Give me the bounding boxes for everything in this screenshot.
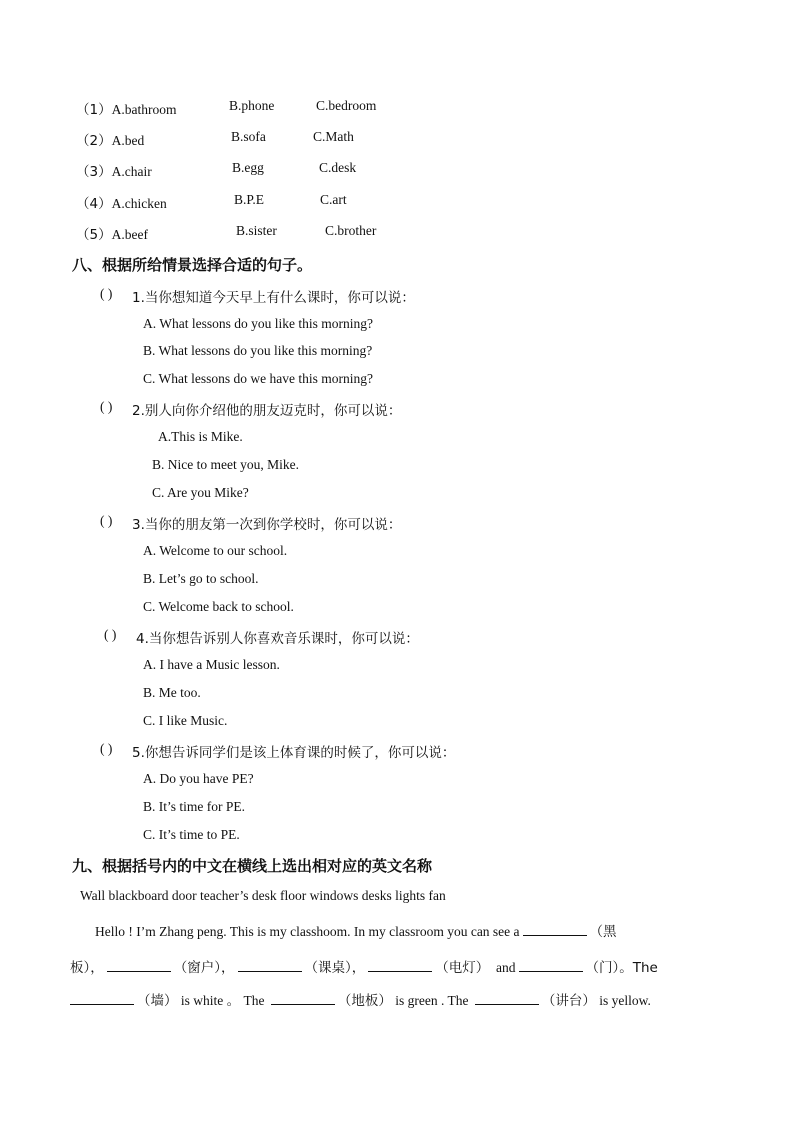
vocab-option-b: B.egg [232, 160, 264, 175]
vocab-option-b: B.sister [236, 223, 277, 238]
option-b: B. Let’s go to school. [143, 571, 259, 586]
option-c: C. Are you Mike? [152, 485, 249, 500]
question-text: 3.当你的朋友第一次到你学校时，你可以说： [132, 517, 402, 533]
vocab-row: （4）A.chicken [76, 196, 167, 212]
vocab-row: （1）A.bathroom [76, 102, 177, 118]
vocab-option-c: C.art [320, 192, 347, 207]
option-c: C. Welcome back to school. [143, 599, 294, 614]
paragraph-line-2: 板）， （窗户）， （课桌）， （电灯） and （门）。The [70, 960, 658, 976]
answer-blank[interactable]: ( ) [100, 513, 113, 528]
vocab-option-b: B.P.E [234, 192, 265, 207]
fill-blank[interactable] [519, 959, 583, 972]
answer-blank[interactable]: ( ) [100, 399, 113, 414]
vocab-option-b: B.phone [229, 98, 275, 113]
option-c: C. What lessons do we have this morning? [143, 371, 373, 386]
option-a: A.This is Mike. [158, 429, 243, 444]
fill-blank[interactable] [475, 992, 539, 1005]
fill-blank[interactable] [271, 992, 335, 1005]
vocab-option-c: C.desk [319, 160, 357, 175]
vocab-row: （3）A.chair [76, 164, 152, 180]
option-b: B. Me too. [143, 685, 201, 700]
question-text: 5.你想告诉同学们是该上体育课的时候了，你可以说： [132, 745, 456, 761]
fill-blank[interactable] [368, 959, 432, 972]
question-text: 2.别人向你介绍他的朋友迈克时，你可以说： [132, 403, 402, 419]
vocab-option-c: C.bedroom [316, 98, 377, 113]
question-text: 1.当你想知道今天早上有什么课时，你可以说： [132, 290, 415, 306]
fill-blank[interactable] [238, 959, 302, 972]
fill-blank[interactable] [523, 923, 587, 936]
option-a: A. What lessons do you like this morning? [143, 316, 373, 331]
option-b: B. Nice to meet you, Mike. [152, 457, 299, 472]
option-b: B. What lessons do you like this morning? [143, 343, 373, 358]
answer-blank[interactable]: ( ) [100, 741, 113, 756]
section-8-title: 八、根据所给情景选择合适的句子。 [72, 256, 313, 274]
vocab-option-b: B.sofa [231, 129, 266, 144]
answer-blank[interactable]: ( ) [104, 627, 117, 642]
fill-blank[interactable] [70, 992, 134, 1005]
option-b: B. It’s time for PE. [143, 799, 245, 814]
paragraph-line-1: Hello ! I’m Zhang peng. This is my classhoom. In my classroom you can see a （黑 [95, 924, 617, 940]
paragraph-line-3: （墙） is white 。 The （地板） is green . The （讲台） is yellow. [70, 989, 651, 1009]
answer-blank[interactable]: ( ) [100, 286, 113, 301]
section-9-title: 九、根据括号内的中文在横线上选出相对应的英文名称 [72, 857, 433, 875]
option-a: A. Do you have PE? [143, 771, 254, 786]
vocab-row: （5）A.beef [76, 227, 148, 243]
option-a: A. I have a Music lesson. [143, 657, 280, 672]
vocab-row: （2）A.bed [76, 133, 145, 149]
option-c: C. I like Music. [143, 713, 228, 728]
option-c: C. It’s time to PE. [143, 827, 240, 842]
vocab-option-c: C.brother [325, 223, 377, 238]
word-bank: Wall blackboard door teacher’s desk floor windows desks lights fan [80, 888, 446, 903]
option-a: A. Welcome to our school. [143, 543, 288, 558]
question-text: 4.当你想告诉别人你喜欢音乐课时，你可以说： [136, 631, 419, 647]
fill-blank[interactable] [107, 959, 171, 972]
vocab-option-c: C.Math [313, 129, 354, 144]
